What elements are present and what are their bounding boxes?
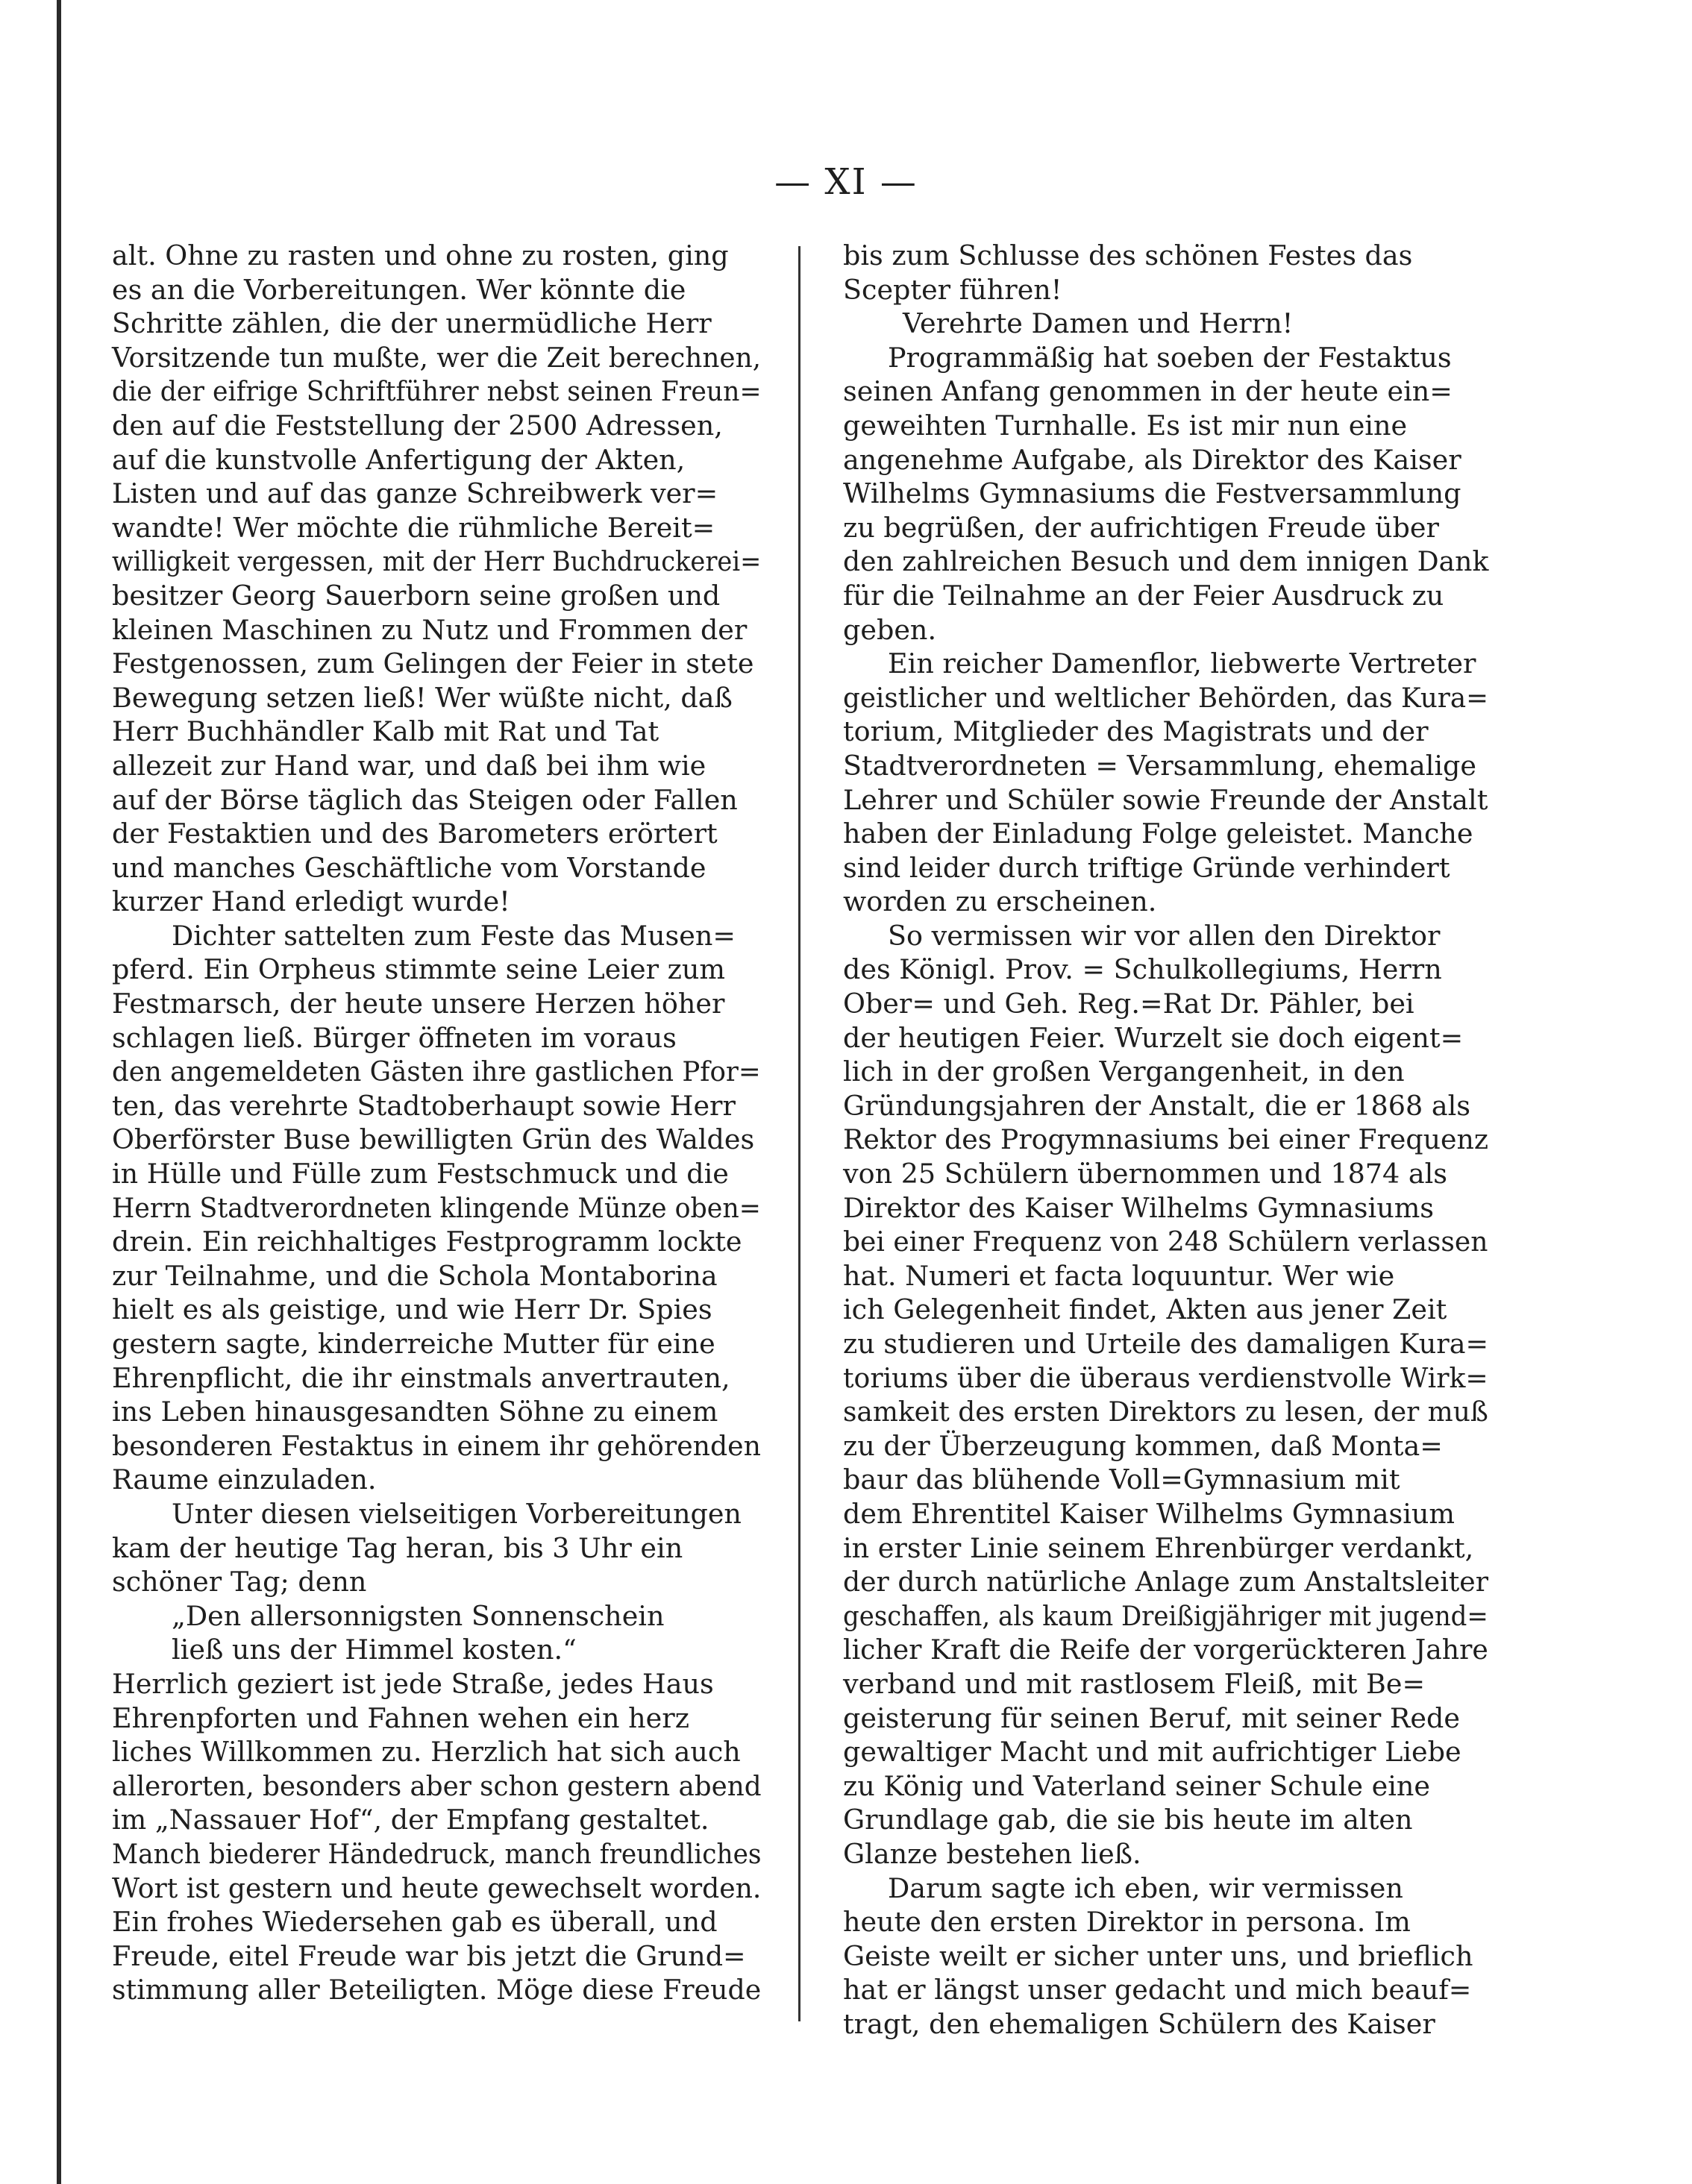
text-line: Vorsitzende tun mußte, wer die Zeit berechnen,	[112, 341, 762, 374]
text-line: „Den allersonnigsten Sonnenschein	[172, 1599, 665, 1632]
text-line: angenehme Aufgabe, als Direktor des Kaiser	[843, 443, 1461, 476]
text-line: verband und mit rastlosem Fleiß, mit Be=	[843, 1667, 1426, 1700]
text-line: Manch biederer Händedruck, manch freundliches	[112, 1837, 762, 1870]
text-line: hat er längst unser gedacht und mich beauf=	[843, 1974, 1472, 2006]
text-line: Listen und auf das ganze Schreibwerk ver=	[112, 477, 718, 510]
text-line: Ehrenpflicht, die ihr einstmals anvertrauten,	[112, 1361, 730, 1394]
text-line: Herr Buchhändler Kalb mit Rat und Tat	[112, 715, 659, 748]
text-line: besitzer Georg Sauerborn seine großen und	[112, 579, 721, 612]
text-line: Festgenossen, zum Gelingen der Feier in stete	[112, 647, 754, 680]
text-line: den angemeldeten Gästen ihre gastlichen Pfor=	[112, 1055, 761, 1088]
text-line: hat. Numeri et facta loquuntur. Wer wie	[843, 1259, 1395, 1292]
text-line: besonderen Festaktus in einem ihr gehörenden	[112, 1429, 761, 1462]
text-line: der heutigen Feier. Wurzelt sie doch eigent=	[843, 1021, 1464, 1054]
text-line: lich in der großen Vergangenheit, in den	[843, 1055, 1405, 1088]
text-line: baur das blühende Voll=Gymnasium mit	[843, 1463, 1400, 1496]
text-line: des Königl. Prov. = Schulkollegiums, Herrn	[843, 953, 1442, 986]
text-line: Darum sagte ich eben, wir vermissen	[888, 1871, 1403, 1904]
text-line: Stadtverordneten = Versammlung, ehemalige	[843, 749, 1477, 782]
text-line: Unter diesen vielseitigen Vorbereitungen	[172, 1497, 742, 1530]
text-line: und manches Geschäftliche vom Vorstande	[112, 851, 706, 884]
text-line: schlagen ließ. Bürger öffneten im voraus	[112, 1021, 677, 1054]
text-line: Ein reicher Damenflor, liebwerte Vertreter	[888, 647, 1476, 680]
text-line: ließ uns der Himmel kosten.“	[172, 1634, 577, 1666]
text-line: worden zu erscheinen.	[843, 885, 1157, 918]
text-line: Ein frohes Wiedersehen gab es überall, und	[112, 1906, 718, 1939]
text-line: auf die kunstvolle Anfertigung der Akten,	[112, 443, 686, 476]
left-text-column	[112, 239, 761, 2007]
text-line: der durch natürliche Anlage zum Anstaltsleiter	[843, 1566, 1489, 1598]
text-line: tragt, den ehemaligen Schülern des Kaiser	[843, 2007, 1435, 2040]
text-line: Bewegung setzen ließ! Wer wüßte nicht, daß	[112, 681, 733, 714]
text-line: für die Teilnahme an der Feier Ausdruck zu	[843, 579, 1444, 612]
text-line: auf der Börse täglich das Steigen oder Fallen	[112, 783, 738, 816]
text-line: im „Nassauer Hof“, der Empfang gestaltet.	[112, 1804, 709, 1836]
text-line: geben.	[843, 613, 937, 646]
text-line: torium, Mitglieder des Magistrats und der	[843, 715, 1429, 748]
text-line: gewaltiger Macht und mit aufrichtiger Liebe	[843, 1736, 1461, 1769]
text-line: in erster Linie seinem Ehrenbürger verdankt,	[843, 1531, 1474, 1564]
text-line: samkeit des ersten Direktors zu lesen, der muß	[843, 1396, 1488, 1428]
text-line: geweihten Turnhalle. Es ist mir nun eine	[843, 409, 1408, 442]
text-line: toriums über die überaus verdienstvolle Wirk=	[843, 1361, 1488, 1394]
text-line: zu König und Vaterland seiner Schule eine	[843, 1769, 1431, 1802]
text-line: kam der heutige Tag heran, bis 3 Uhr ein	[112, 1531, 683, 1564]
text-line: stimmung aller Beteiligten. Möge diese Freude	[112, 1974, 762, 2006]
text-line: licher Kraft die Reife der vorgerückteren Jahre	[843, 1634, 1488, 1666]
text-line: Herrlich geziert ist jede Straße, jedes Haus	[112, 1667, 714, 1700]
text-line: geschaffen, als kaum Dreißigjähriger mit jugend=	[843, 1599, 1488, 1632]
text-line: Oberförster Buse bewilligten Grün des Waldes	[112, 1123, 755, 1156]
text-line: sind leider durch triftige Gründe verhindert	[843, 851, 1450, 884]
text-line: alt. Ohne zu rasten und ohne zu rosten, ging	[112, 239, 729, 272]
text-line: pferd. Ein Orpheus stimmte seine Leier zum	[112, 953, 725, 986]
text-line: Gründungsjahren der Anstalt, die er 1868 als	[843, 1089, 1470, 1122]
text-line: den auf die Feststellung der 2500 Adressen,	[112, 409, 723, 442]
text-line: zu der Überzeugung kommen, daß Monta=	[843, 1429, 1443, 1462]
text-line: drein. Ein reichhaltiges Festprogramm lockte	[112, 1226, 742, 1258]
text-line: Programmäßig hat soeben der Festaktus	[888, 341, 1452, 374]
text-line: Wort ist gestern und heute gewechselt worden.	[112, 1871, 762, 1904]
text-line: haben der Einladung Folge geleistet. Manche	[843, 818, 1473, 850]
text-line: Scepter führen!	[843, 273, 1062, 306]
text-line: kleinen Maschinen zu Nutz und Frommen der	[112, 613, 748, 646]
text-line: Lehrer und Schüler sowie Freunde der Anstalt	[843, 783, 1488, 816]
text-line: Ehrenpforten und Fahnen wehen ein herz	[112, 1701, 689, 1734]
text-line: Festmarsch, der heute unsere Herzen höher	[112, 988, 725, 1020]
text-line: allerorten, besonders aber schon gestern abend	[112, 1769, 762, 1802]
text-line: Schritte zählen, die der unermüdliche Herr	[112, 307, 712, 340]
text-line: von 25 Schülern übernommen und 1874 als	[843, 1158, 1448, 1190]
text-line: liches Willkommen zu. Herzlich hat sich auch	[112, 1736, 741, 1769]
text-line: ins Leben hinausgesandten Söhne zu einem	[112, 1396, 718, 1428]
text-line: Verehrte Damen und Herrn!	[903, 307, 1294, 340]
page-number: — XI —	[774, 161, 918, 203]
text-line: schöner Tag; denn	[112, 1566, 367, 1598]
text-line: zur Teilnahme, und die Schola Montaborina	[112, 1259, 718, 1292]
text-line: Glanze bestehen ließ.	[843, 1837, 1141, 1870]
text-line: Raume einzuladen.	[112, 1463, 377, 1496]
text-line: es an die Vorbereitungen. Wer könnte die	[112, 273, 686, 306]
text-line: in Hülle und Fülle zum Festschmuck und die	[112, 1158, 729, 1190]
text-line: geistlicher und weltlicher Behörden, das Kura=	[843, 681, 1488, 714]
text-line: allezeit zur Hand war, und daß bei ihm wie	[112, 749, 706, 782]
text-line: den zahlreichen Besuch und dem innigen Dank	[843, 545, 1489, 578]
text-line: der Festaktien und des Barometers erörtert	[112, 818, 718, 850]
right-text-column	[843, 239, 1488, 2041]
text-line: geisterung für seinen Beruf, mit seiner Rede	[843, 1701, 1460, 1734]
text-line: ten, das verehrte Stadtoberhaupt sowie Herr	[112, 1089, 736, 1122]
column-divider	[798, 246, 800, 2021]
text-line: Direktor des Kaiser Wilhelms Gymnasiums	[843, 1191, 1435, 1224]
text-line: dem Ehrentitel Kaiser Wilhelms Gymnasium	[843, 1497, 1455, 1530]
text-line: kurzer Hand erledigt wurde!	[112, 885, 510, 918]
text-line: die der eifrige Schriftführer nebst seinen Freun=	[112, 375, 762, 408]
text-line: Freude, eitel Freude war bis jetzt die Grund=	[112, 1939, 746, 1972]
text-line: zu begrüßen, der aufrichtigen Freude über	[843, 511, 1439, 544]
text-line: Grundlage gab, die sie bis heute im alten	[843, 1804, 1413, 1836]
text-line: willigkeit vergessen, mit der Herr Buchdruckerei=	[112, 545, 762, 578]
text-line: wandte! Wer möchte die rühmliche Bereit=	[112, 511, 715, 544]
text-line: zu studieren und Urteile des damaligen Kura=	[843, 1328, 1489, 1360]
text-line: seinen Anfang genommen in der heute ein=	[843, 375, 1453, 408]
text-line: Dichter sattelten zum Feste das Musen=	[172, 919, 736, 952]
text-line: Wilhelms Gymnasiums die Festversammlung	[843, 477, 1461, 510]
text-line: Rektor des Progymnasiums bei einer Frequenz	[843, 1123, 1488, 1156]
text-line: ich Gelegenheit findet, Akten aus jener Zeit	[843, 1293, 1447, 1326]
text-line: So vermissen wir vor allen den Direktor	[888, 919, 1441, 952]
page-binding-edge	[57, 0, 61, 2184]
text-line: gestern sagte, kinderreiche Mutter für eine	[112, 1328, 715, 1360]
text-line: hielt es als geistige, und wie Herr Dr. Spies	[112, 1293, 712, 1326]
text-line: heute den ersten Direktor in persona. Im	[843, 1906, 1411, 1939]
text-line: bei einer Frequenz von 248 Schülern verlassen	[843, 1226, 1488, 1258]
text-line: Geiste weilt er sicher unter uns, und brieflich	[843, 1939, 1473, 1972]
text-line: bis zum Schlusse des schönen Festes das	[843, 239, 1413, 272]
text-line: Herrn Stadtverordneten klingende Münze oben=	[112, 1191, 761, 1224]
text-line: Ober= und Geh. Reg.=Rat Dr. Pähler, bei	[843, 988, 1414, 1020]
